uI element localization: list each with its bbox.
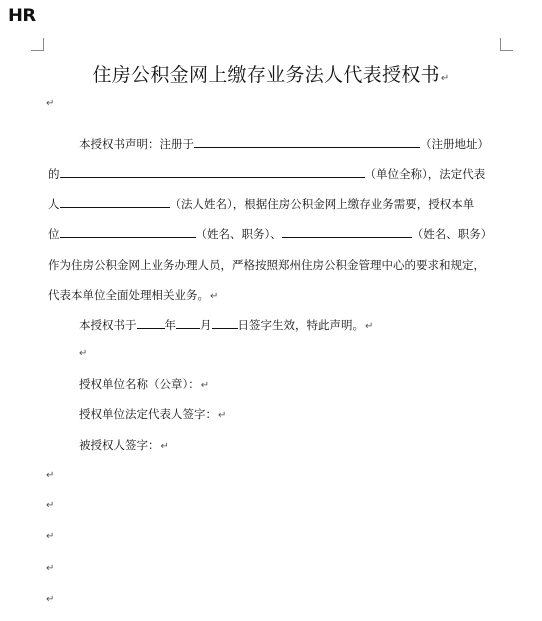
paragraph-mark-icon: ↵ (365, 321, 374, 332)
paragraph-mark-icon: ↵ (46, 470, 55, 481)
registered-address-label: （注册地址） (420, 137, 489, 151)
person-text: 人 (48, 197, 60, 211)
paragraph-mark-icon: ↵ (440, 73, 450, 84)
day-blank[interactable] (212, 317, 238, 329)
month-label: 月 (200, 318, 212, 332)
paragraph-mark-icon: ↵ (46, 98, 55, 109)
year-label: 年 (164, 318, 176, 332)
legal-rep-name-label: （法人姓名），根据住房公积金网上缴存业务需要，授权本单 (169, 197, 475, 211)
agent-2-label: （姓名、职务） (411, 227, 493, 241)
effective-text: 日签字生效，特此声明。 (237, 318, 364, 332)
legal-rep-name-blank[interactable] (60, 196, 170, 208)
body-line-1 (79, 136, 489, 152)
hr-logo: HR (8, 6, 36, 26)
body-line-6 (48, 287, 218, 305)
unit-fullname-label: （单位全称），法定代表 (364, 167, 486, 181)
body-text-6: 代表本单位全面处理相关业务。 (48, 288, 209, 302)
paragraph-mark-icon: ↵ (160, 441, 169, 452)
paragraph-mark-icon: ↵ (46, 594, 55, 605)
registered-address-blank[interactable] (194, 136, 420, 148)
body-line-4 (48, 226, 492, 242)
body-line-7 (79, 317, 373, 335)
body-line-2 (48, 166, 485, 182)
agent-1-label: （姓名、职务）、 (195, 227, 282, 241)
paragraph-mark-icon: ↵ (200, 380, 210, 391)
body-line-5 (48, 257, 485, 273)
agent-2-blank[interactable] (282, 226, 412, 238)
paragraph-mark-icon: ↵ (79, 348, 88, 359)
unit-fullname-blank[interactable] (60, 166, 365, 178)
body-text-5: 作为住房公积金网上业务办理人员，严格按照郑州住房公积金管理中心的要求和规定， (48, 258, 485, 272)
month-blank[interactable] (176, 317, 200, 329)
margin-corner-top-left (31, 38, 44, 51)
statement-intro: 本授权书声明：注册于 (79, 137, 194, 151)
unit-text: 位 (48, 227, 60, 241)
paragraph-mark-icon: ↵ (46, 563, 55, 574)
effective-intro: 本授权书于 (79, 318, 137, 332)
year-blank[interactable] (137, 317, 165, 329)
signature-authorized (79, 437, 169, 455)
agent-1-blank[interactable] (60, 226, 196, 238)
legal-rep-signature-label: 授权单位法定代表人签字： (79, 407, 217, 421)
paragraph-mark-icon: ↵ (218, 410, 227, 421)
unit-name-seal-label: 授权单位名称（公章）： (79, 377, 200, 391)
signature-unit-name (79, 376, 209, 394)
body-line-3 (48, 196, 474, 212)
signature-legal-rep (79, 406, 226, 424)
paragraph-mark-icon: ↵ (46, 531, 55, 542)
title-text: 住房公积金网上缴存业务法人代表授权书 (92, 64, 440, 86)
paragraph-mark-icon: ↵ (46, 500, 55, 511)
document-title (0, 60, 542, 87)
paragraph-mark-icon: ↵ (210, 291, 219, 302)
margin-corner-top-right (500, 38, 513, 51)
authorized-signature-label: 被授权人签字： (79, 438, 160, 452)
of-text: 的 (48, 167, 60, 181)
